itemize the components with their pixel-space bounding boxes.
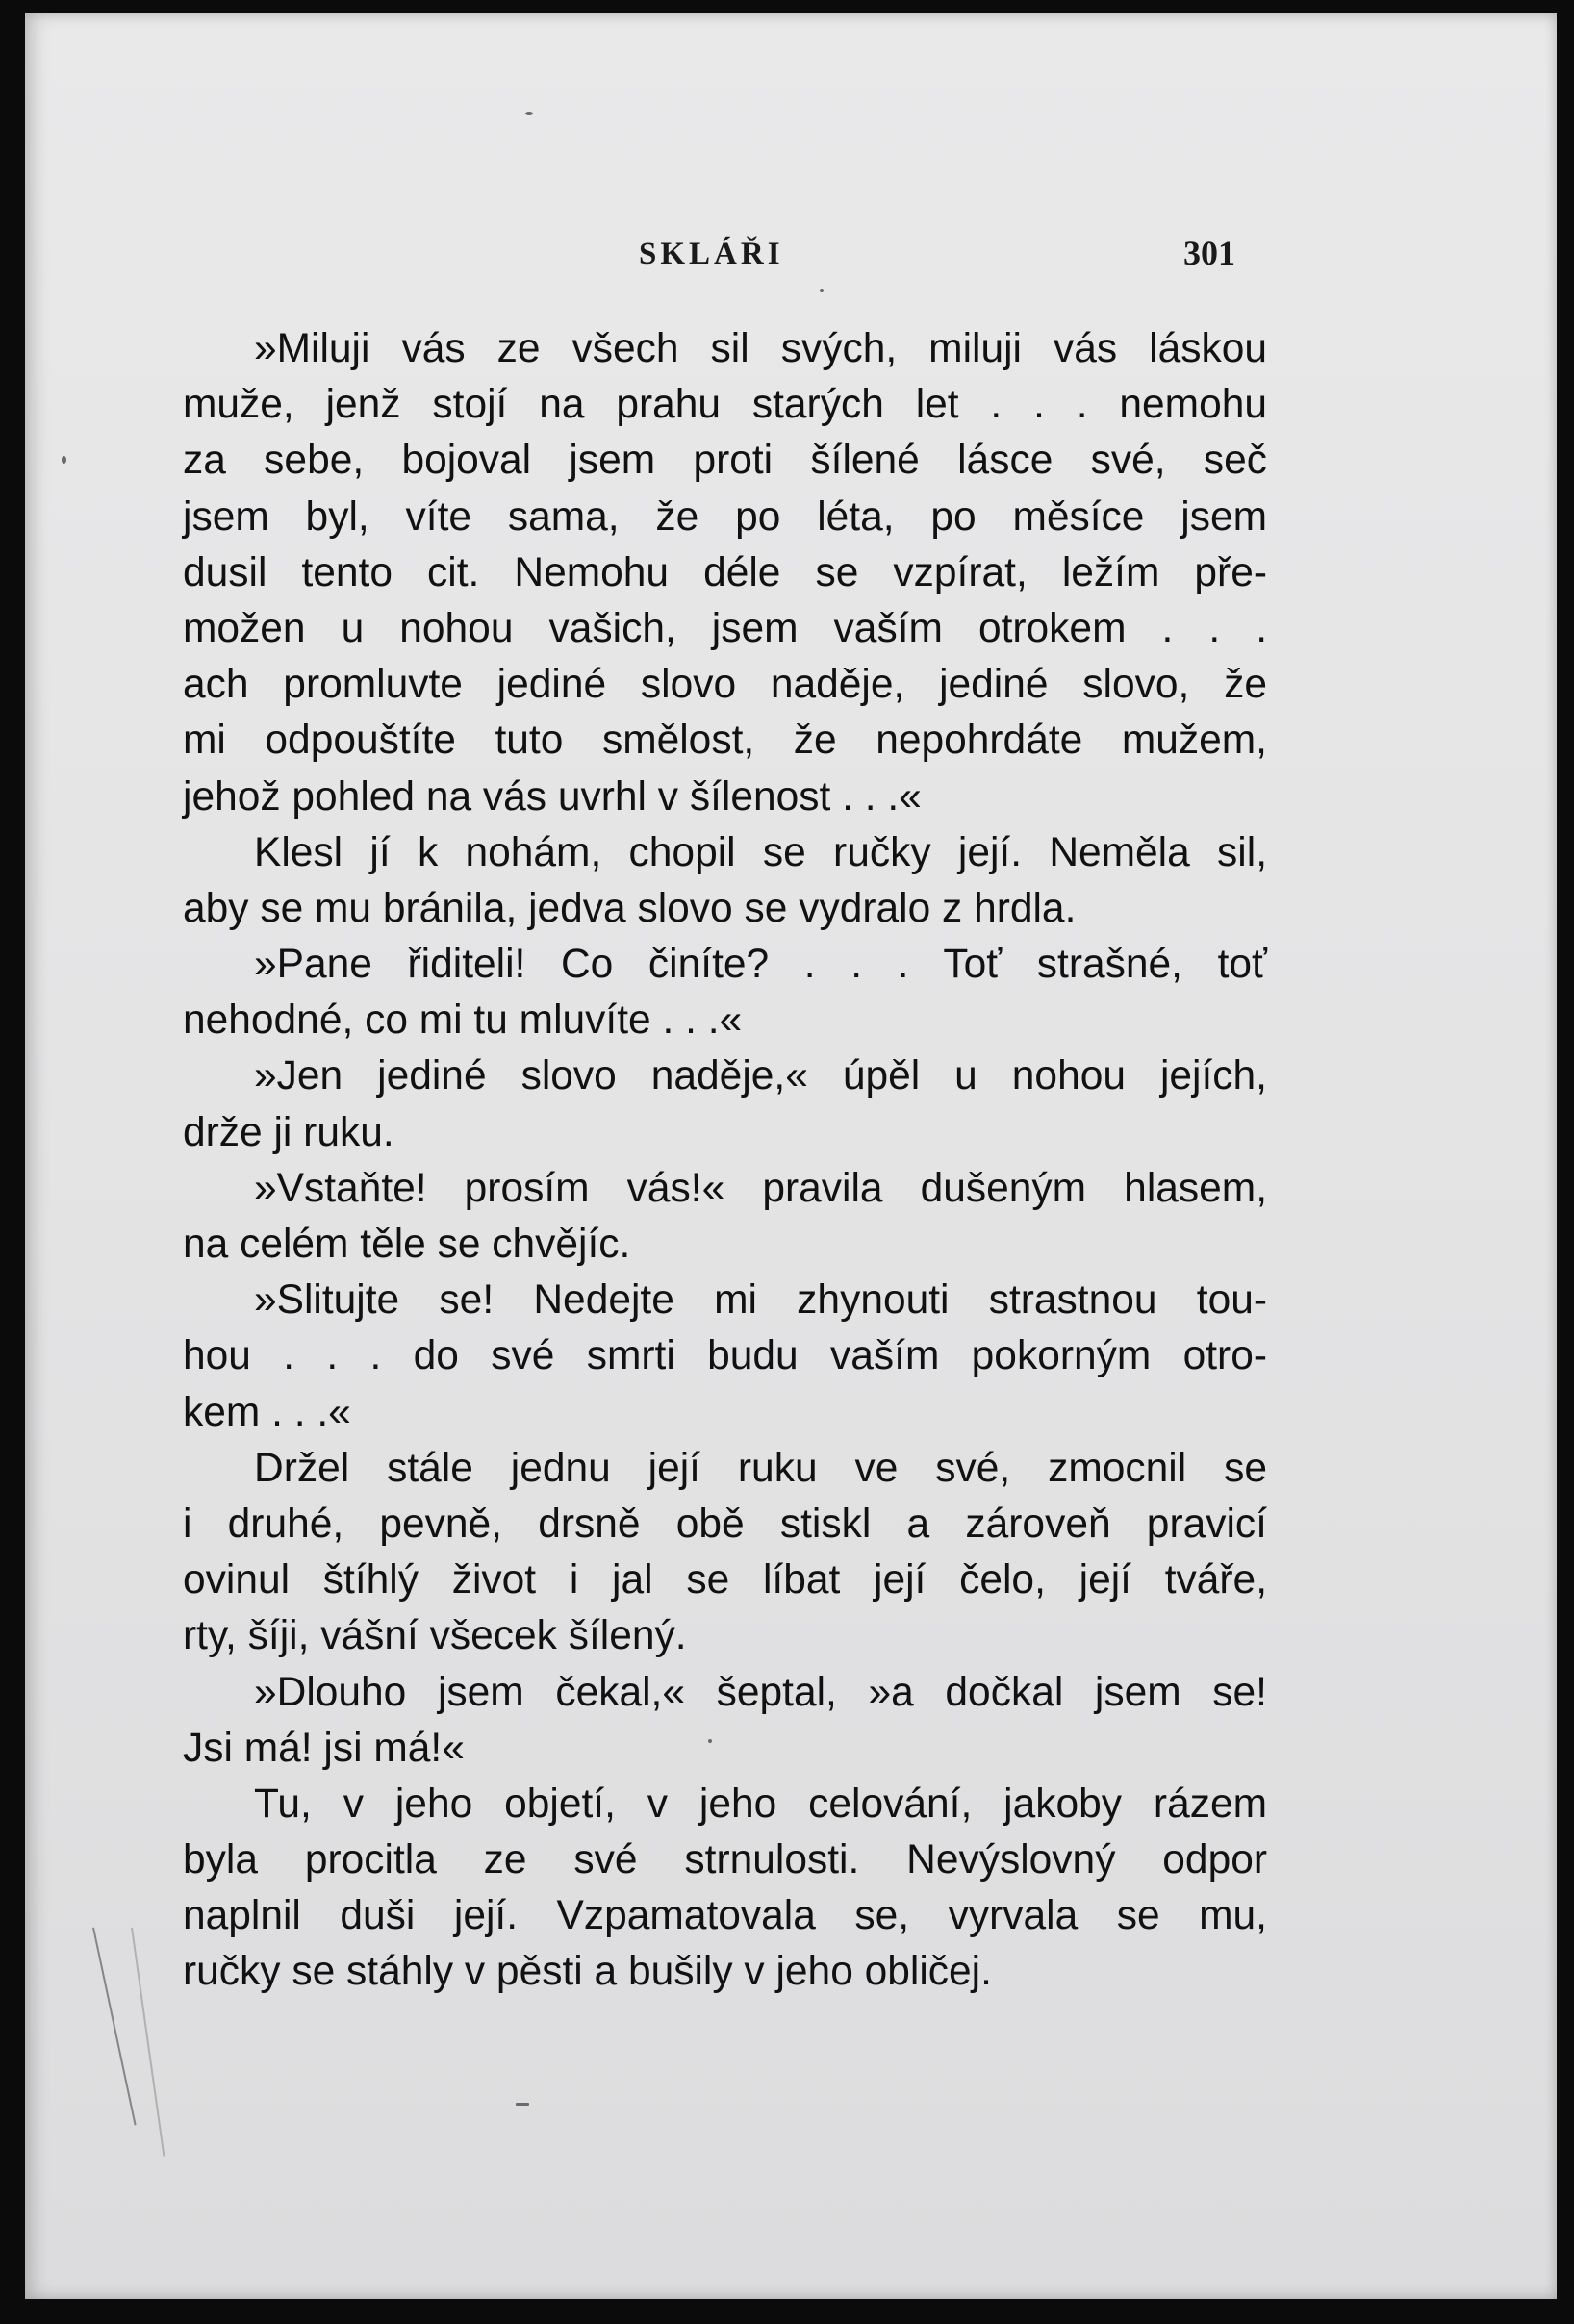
text-line: ručky se stáhly v pěsti a bušily v jeho obličej. bbox=[183, 1949, 992, 1995]
text-line: Klesl jí k nohám, chopil se ručky její. Neměla sil, bbox=[254, 829, 1267, 875]
text-line: za sebe, bojoval jsem proti šílené lásce své, seč bbox=[183, 438, 1267, 484]
text-line: ovinul štíhlý život i jal se líbat její čelo, její tváře, bbox=[183, 1557, 1267, 1604]
text-line: muže, jenž stojí na prahu starých let . . . nemohu bbox=[183, 382, 1267, 428]
text-line: »Dlouho jsem čekal,« šeptal, »a dočkal jsem se! bbox=[254, 1669, 1267, 1715]
text-line: ach promluvte jediné slovo naděje, jediné slovo, že bbox=[183, 662, 1267, 708]
book-page bbox=[25, 13, 1557, 2299]
scan-speck bbox=[516, 2103, 529, 2106]
text-line: »Pane řiditeli! Co činíte? . . . Toť strašné, toť bbox=[254, 942, 1267, 988]
text-line: »Jen jediné slovo naděje,« úpěl u nohou jejích, bbox=[254, 1053, 1267, 1099]
scan-speck bbox=[62, 456, 66, 464]
running-title: SKLÁŘI bbox=[639, 237, 784, 271]
text-line: i druhé, pevně, drsně obě stiskl a zároveň pravicí bbox=[183, 1501, 1267, 1547]
text-line: na celém těle se chvějíc. bbox=[183, 1222, 631, 1267]
text-line: dusil tento cit. Nemohu déle se vzpírat, ležím pře- bbox=[183, 549, 1267, 595]
text-line: »Miluji vás ze všech sil svých, miluji vás láskou bbox=[254, 326, 1267, 371]
text-line: Tu, v jeho objetí, v jeho celování, jakoby rázem bbox=[254, 1781, 1267, 1827]
text-line: »Vstaňte! prosím vás!« pravila dušeným hlasem, bbox=[254, 1165, 1267, 1211]
text-line: drže ji ruku. bbox=[183, 1109, 394, 1155]
page-number: 301 bbox=[1183, 234, 1235, 272]
scan-edge-mark bbox=[92, 1928, 137, 2126]
scan-speck bbox=[525, 112, 533, 115]
text-line: naplnil duši její. Vzpamatovala se, vyrvala se mu, bbox=[183, 1893, 1267, 1939]
text-line: aby se mu bránila, jedva slovo se vydralo z hrdla. bbox=[183, 885, 1077, 931]
text-line: Držel stále jednu její ruku ve své, zmocnil se bbox=[254, 1445, 1267, 1491]
text-line: Jsi má! jsi má!« bbox=[183, 1725, 465, 1771]
text-line: možen u nohou vašich, jsem vaším otrokem . . . bbox=[183, 605, 1267, 651]
text-line: jehož pohled na vás uvrhl v šílenost . . .« bbox=[183, 773, 922, 820]
text-line: hou . . . do své smrti budu vaším pokorným otro- bbox=[183, 1333, 1267, 1379]
text-line: jsem byl, víte sama, že po léta, po měsíce jsem bbox=[183, 493, 1267, 540]
text-line: kem . . .« bbox=[183, 1389, 351, 1435]
text-line: nehodné, co mi tu mluvíte . . .« bbox=[183, 998, 743, 1044]
scan-edge-mark bbox=[131, 1928, 165, 2157]
text-line: »Slitujte se! Nedejte mi zhynouti strastnou tou- bbox=[254, 1277, 1267, 1324]
page-header bbox=[25, 233, 1557, 290]
text-line: mi odpouštíte tuto smělost, že nepohrdáte mužem, bbox=[183, 718, 1267, 764]
text-line: byla procitla ze své strnulosti. Nevýslovný odpor bbox=[183, 1837, 1267, 1883]
text-body bbox=[183, 321, 1267, 2001]
text-line: rty, šíji, vášní všecek šílený. bbox=[183, 1613, 687, 1659]
